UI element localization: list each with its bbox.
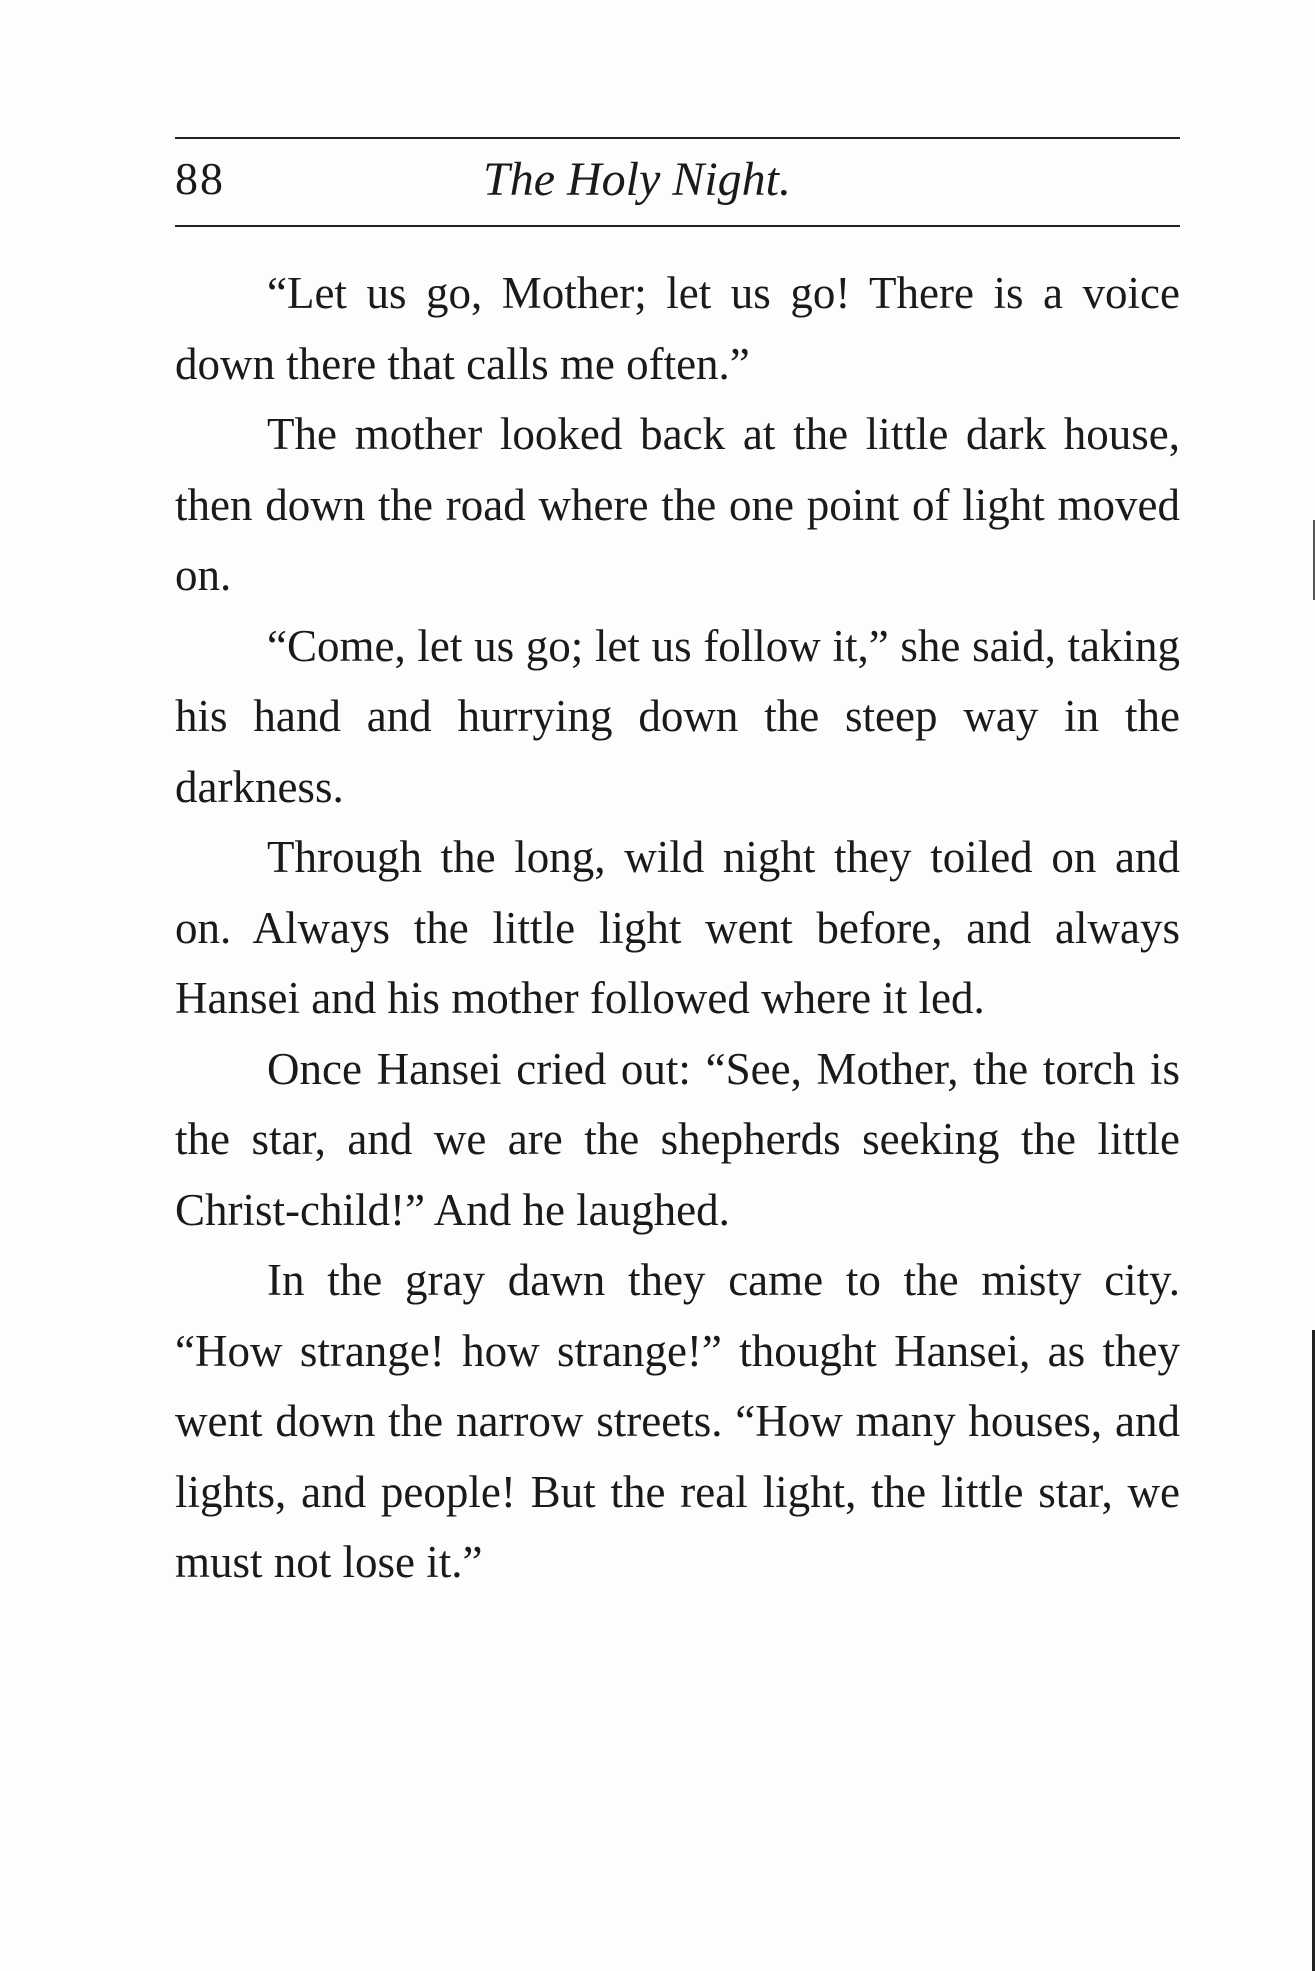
header-top-rule	[175, 137, 1180, 139]
paragraph: “Come, let us go; let us follow it,” she said, taking his hand and hurrying down the steep way in the darkness.	[175, 620, 1180, 812]
body-text	[175, 258, 1180, 1598]
paragraph: “Let us go, Mother; let us go! There is a voice down there that calls me often.”	[175, 268, 1180, 389]
paragraph: Once Hansei cried out: “See, Mother, the torch is the star, and we are the shepherds seeking the little Christ-child!” And he laughed.	[175, 1043, 1180, 1235]
paragraph: In the gray dawn they came to the misty city. “How strange! how strange!” thought Hansei, as they went down the narrow streets. “How many houses, and lights, and people! But the real light, the little star, we must not lose it.”	[175, 1255, 1180, 1587]
page-number: 88	[175, 153, 225, 204]
page-header	[175, 150, 1180, 216]
running-title: The Holy Night.	[483, 153, 791, 206]
header-bottom-rule	[175, 225, 1180, 227]
paragraph: Through the long, wild night they toiled on and on. Always the little light went before, and always Hansei and his mother followed where it led.	[175, 832, 1180, 1023]
paragraph: The mother looked back at the little dark house, then down the road where the one point of light moved on.	[175, 409, 1180, 600]
